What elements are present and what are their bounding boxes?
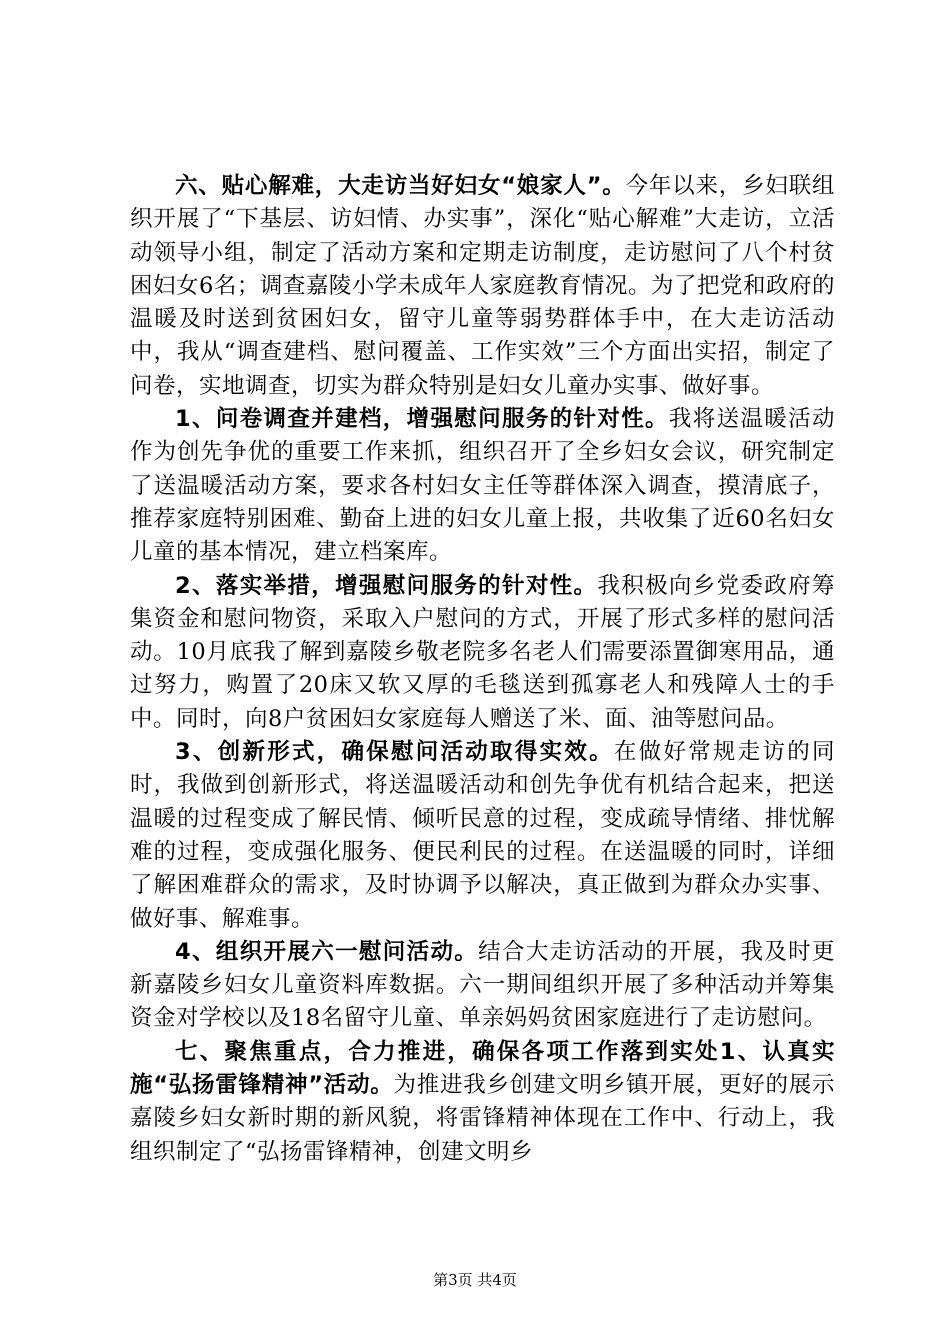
paragraph-text: 为推进我乡创建文明乡镇开展，更好的展示嘉陵乡妇女新时期的新风貌，将雷锋精神体现在工作中、行动上，我组织制定了“弘扬雷锋精神，创建文明乡 [130, 1072, 835, 1165]
paragraph-heading: 七、聚焦重点，合力推进，确保各项工作落到实处1、认真实施“弘扬雷锋精神”活动。 [130, 1038, 835, 1099]
paragraph-heading: 4、组织开展六一慰问活动。 [175, 938, 479, 965]
paragraph-text: 在做好常规走访的同时，我做到创新形式，将送温暖活动和创先争优有机结合起来，把送温暖的过程变成了解民情、倾听民意的过程，变成疏导情绪、排忧解难的过程，变成强化服务、便民利民的过程。在送温暖的同时，详细了解困难群众的需求，及时协调予以解决，真正做到为群众办实事、做好事、解难事。 [130, 739, 835, 932]
paragraph-text: 结合大走访活动的开展，我及时更新嘉陵乡妇女儿童资料库数据。六一期间组织开展了多种活动并筹集资金对学校以及18名留守儿童、单亲妈妈贫困家庭进行了走访慰问。 [130, 938, 835, 1032]
paragraph-section-seven [130, 1036, 835, 1169]
paragraph-item-3 [130, 736, 835, 936]
paragraph-item-2 [130, 570, 835, 736]
paragraph-heading: 2、落实举措，增强慰问服务的针对性。 [175, 572, 598, 599]
paragraph-item-4 [130, 936, 835, 1036]
paragraph-heading: 3、创新形式，确保慰问活动取得实效。 [175, 739, 614, 766]
document-body [130, 170, 835, 1169]
paragraph-text: 我将送温暖活动作为创先争优的重要工作来抓，组织召开了全乡妇女会议，研究制定了送温暖活动方案，要求各村妇女主任等群体深入调查，摸清底子，推荐家庭特别困难、勤奋上进的妇女儿童上报，共收集了近60名妇女儿童的基本情况，建立档案库。 [130, 406, 835, 566]
paragraph-section-six [130, 170, 835, 403]
paragraph-text: 今年以来，乡妇联组织开展了“下基层、访妇情、办实事”，深化“贴心解难”大走访，立活动领导小组，制定了活动方案和定期走访制度，走访慰问了八个村贫困妇女6名；调查嘉陵小学未成年人家庭教育情况。为了把党和政府的温暖及时送到贫困妇女，留守儿童等弱势群体手中，在大走访活动中，我从“调查建档、慰问覆盖、工作实效”三个方面出实招，制定了问卷，实地调查，切实为群众特别是妇女儿童办实事、做好事。 [130, 173, 835, 399]
paragraph-heading: 六、贴心解难，大走访当好妇女“娘家人”。 [175, 173, 626, 199]
paragraph-item-1 [130, 403, 835, 569]
paragraph-text: 我积极向乡党委政府筹集资金和慰问物资，采取入户慰问的方式，开展了形式多样的慰问活动。10月底我了解到嘉陵乡敬老院多名老人们需要添置御寒用品，通过努力，购置了20床又软又厚的毛毯送到孤寡老人和残障人士的手中。同时，向8户贫困妇女家庭每人赠送了米、面、油等慰问品。 [130, 572, 835, 732]
page-footer: 第3页 共4页 [433, 1271, 517, 1289]
paragraph-heading: 1、问卷调查并建档，增强慰问服务的针对性。 [175, 406, 669, 433]
